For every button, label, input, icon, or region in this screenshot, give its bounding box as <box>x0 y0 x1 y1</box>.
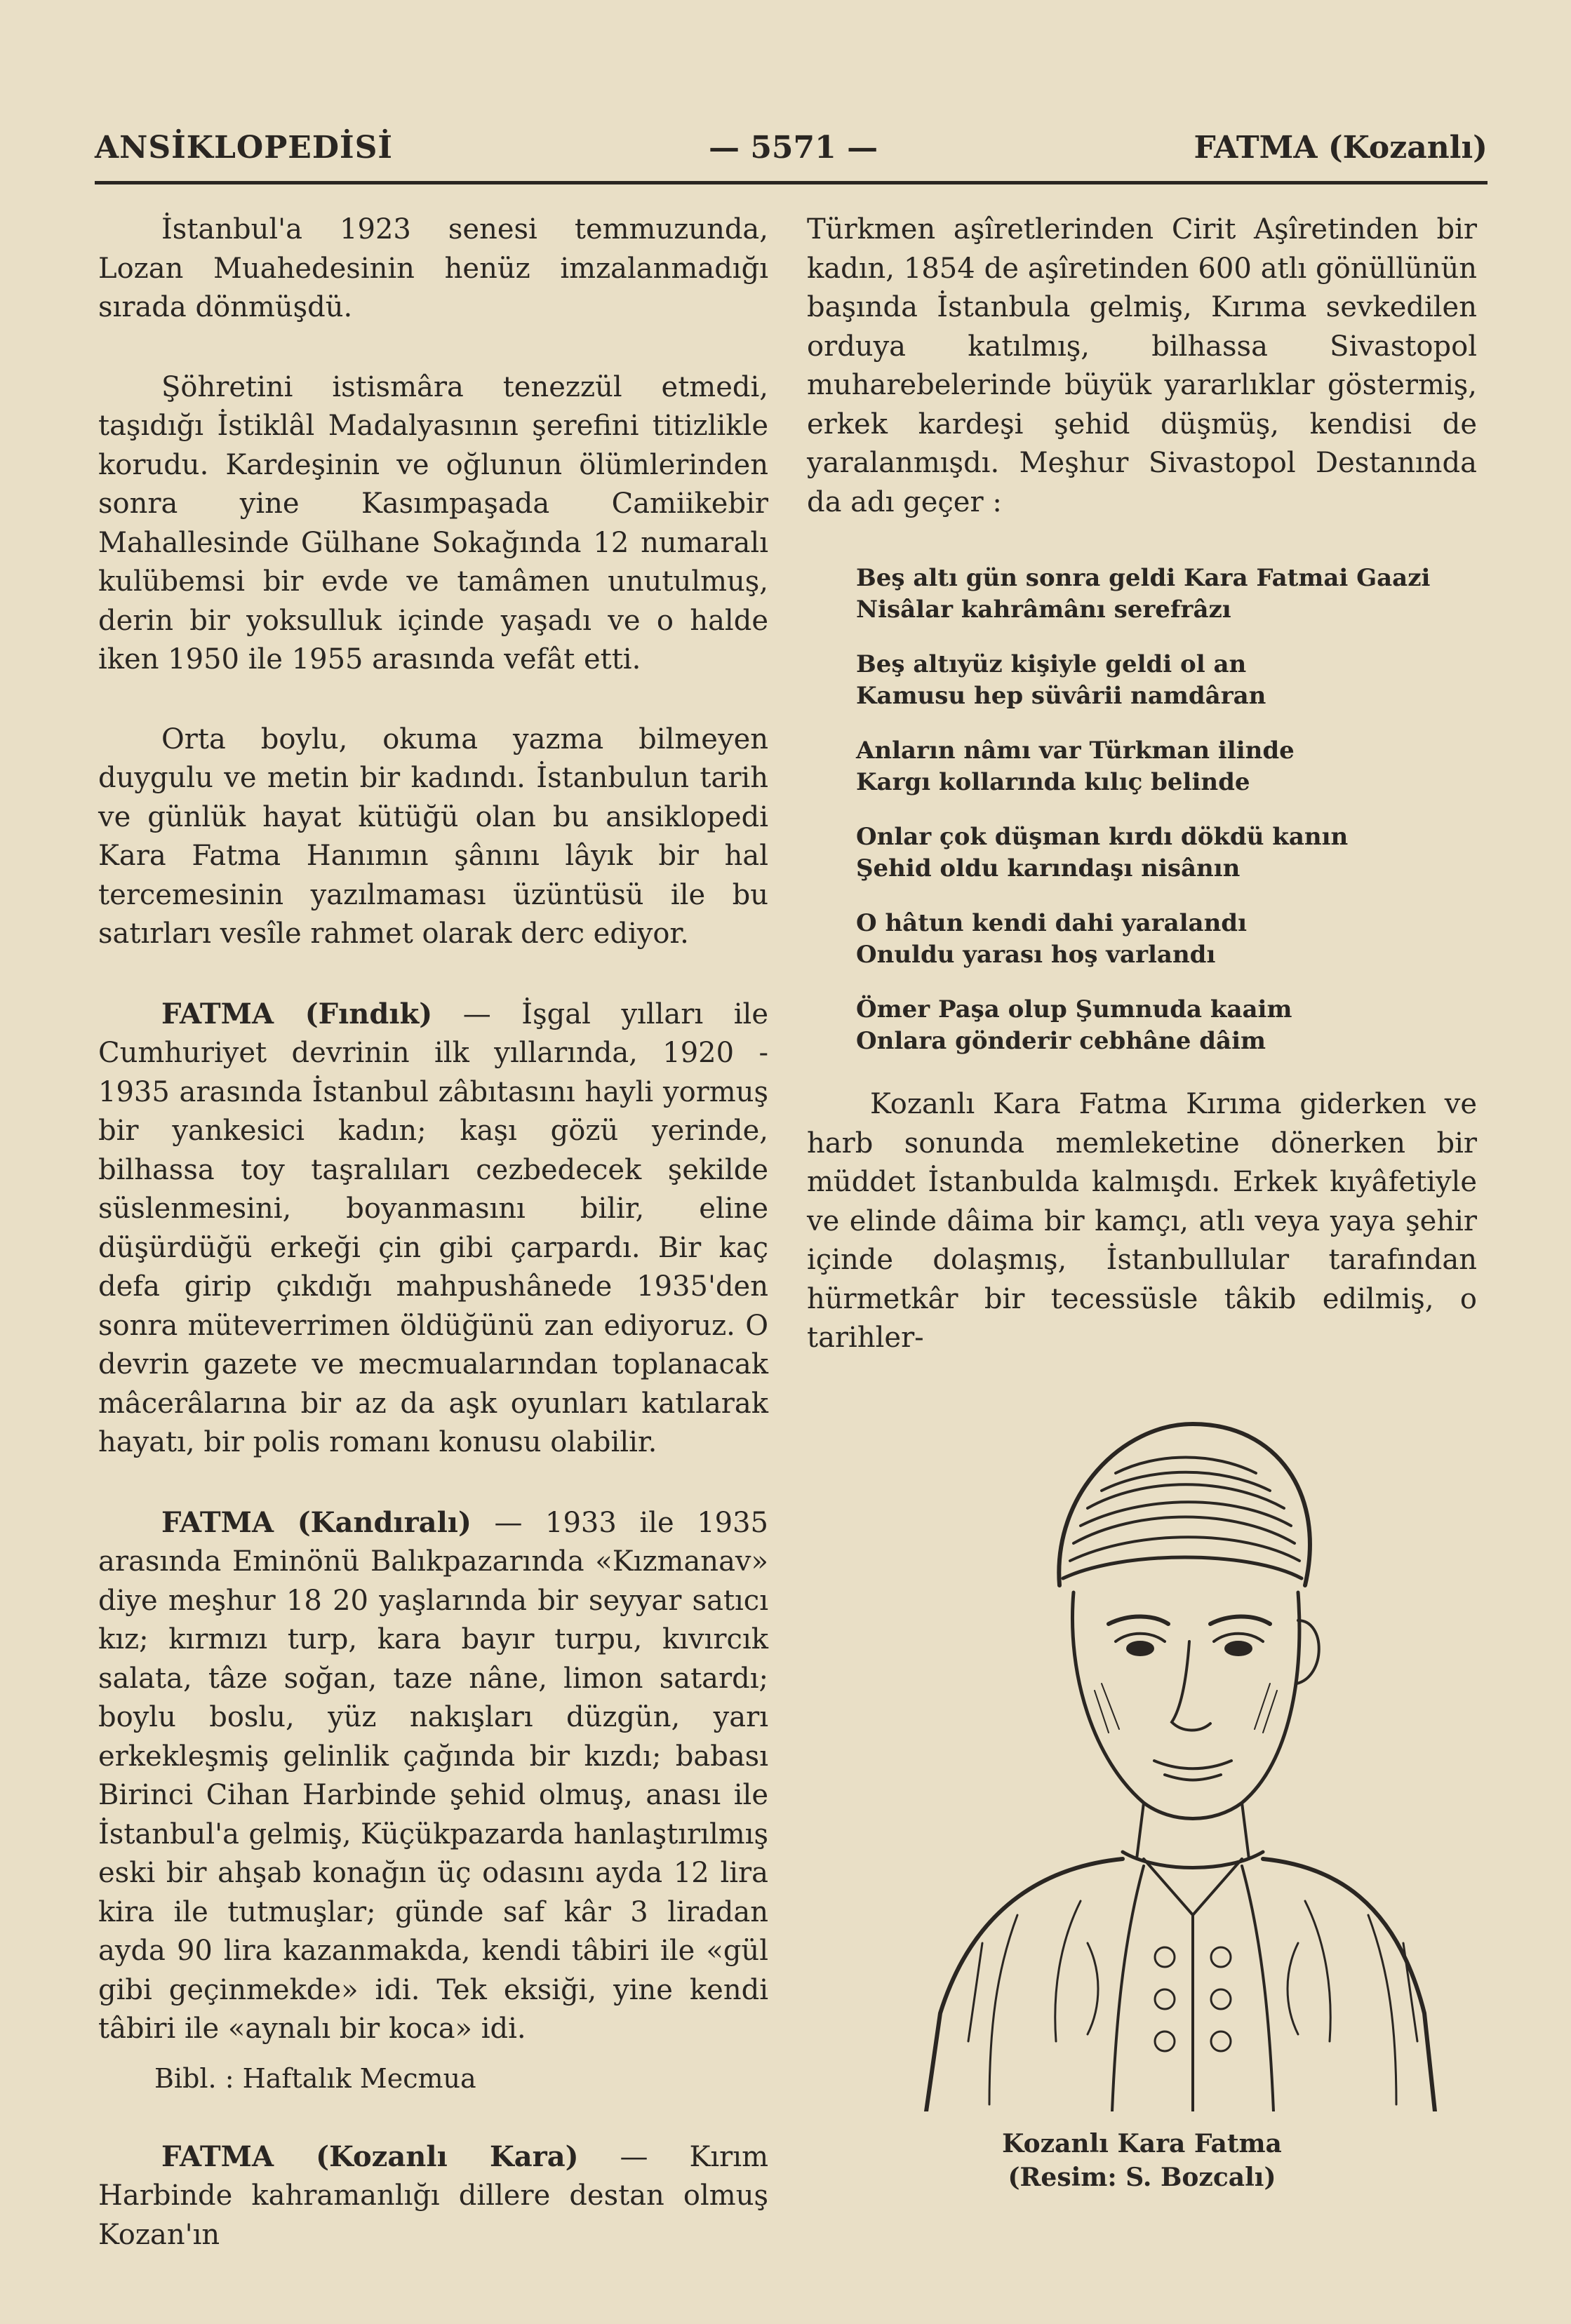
poem-line: Anların nâmı var Türkman ilinde <box>856 737 1295 765</box>
poem-line: O hâtun kendi dahi yaralandı <box>856 909 1247 937</box>
portrait-caption <box>807 2127 1477 2194</box>
sivastopol-poem <box>856 563 1477 1057</box>
poem-line: Şehid oldu karındaşı nisânın <box>856 854 1241 882</box>
poem-line: Ömer Paşa olup Şumnuda kaaim <box>856 995 1292 1023</box>
poem-line: Beş altıyüz kişiyle geldi ol an <box>856 650 1247 678</box>
poem-stanza <box>856 908 1477 971</box>
caption-credit: (Resim: S. Bozcalı) <box>1008 2163 1276 2192</box>
entry-body: — Kırım Harbinde kahramanlığı dillere destan olmuş Kozan'ın <box>98 2140 769 2251</box>
entry-heading: FATMA (Kandıralı) <box>161 1505 472 1539</box>
page-number: — 5571 — <box>709 130 878 166</box>
entry-body: — İşgal yılları ile Cumhuriyet devrinin ilk yıllarında, 1920 - 1935 arasında İstanbul zâbıtasını hayli yormuş bir yankesici kadın; kaşı gözü yerinde, bilhassa toy taşralıları cezbedecek şekilde süslenmesini, boyanmasını bilir, eline düşürdüğü erkeği çin gibi çarpardı. Bir kaç defa girip çıkdığı mahpushânede 1935'den sonra müteverrimen öldüğünü zan ediyoruz. O devrin gazete ve mecmualarından toplanacak mâcerâlarına bir az da aşk oyunları katılarak hayatı, bir polis romanı konusu olabilir. <box>98 998 769 1458</box>
right-column <box>807 210 1477 1399</box>
bibliography: Bibl. : Haftalık Mecmua <box>154 2062 476 2094</box>
entry-heading: FATMA (Kozanlı Kara) <box>161 2140 579 2173</box>
entry-fatma-kandirali <box>98 1503 768 2049</box>
header-rule <box>95 181 1488 184</box>
header-title: ANSİKLOPEDİSİ <box>95 130 393 166</box>
poem-line: Onlar çok düşman kırdı dökdü kanın <box>856 823 1349 851</box>
entry-body: — 1933 ile 1935 arasında Eminönü Balıkpazarında «Kızmanav» diye meşhur 18 20 yaşlarında bir seyyar satıcı kız; kırmızı turp, kara bayır turpu, kıvırcık salata, tâze soğan, taze nâne, limon satardı; boylu boslu, yüz nakışları düzgün, yarı erkekleşmiş gelinlik çağında bir kızdı; babası Birinci Cihan Harbinde şehid olmuş, anası ile İstanbul'a gelmiş, Küçükpazarda hanlaştırılmış eski bir ahşab konağın üç odasını ayda 12 lira kira ile tutmuşlar; günde saf kâr 3 liradan ayda 90 lira kazanmakda, kendi tâbiri ile «gül gibi geçinmekde» idi. Tek eksiği, yine kendi tâbiri ile «aynalı bir koca» idi. <box>98 1506 768 2045</box>
entry-heading: FATMA (Fındık) <box>161 997 433 1030</box>
entry-fatma-kozanli-kara <box>98 2137 768 2255</box>
paragraph: Türkmen aşîretlerinden Cirit Aşîretinden bir kadın, 1854 de aşîretinden 600 atlı gönüllünün başında İstanbula gelmiş, Kırıma sevkedilen orduya katılmış, bilhassa Sivastopol muharebelerinde büyük yararlıklar göstermiş, erkek kardeşi şehid düşmüş, kendisi de yaralanmışdı. Meşhur Sivastopol Destanında da adı geçer : <box>807 213 1477 518</box>
caption-title: Kozanlı Kara Fatma <box>1002 2129 1282 2158</box>
poem-stanza <box>856 563 1477 626</box>
poem-line: Nisâlar kahrâmânı serefrâzı <box>856 596 1231 624</box>
poem-stanza <box>856 649 1477 712</box>
header-entry: FATMA (Kozanlı) <box>1194 130 1488 166</box>
poem-line: Kargı kollarında kılıç belinde <box>856 768 1250 796</box>
paragraph: Kozanlı Kara Fatma Kırıma giderken ve harb sonunda memleketine dönerken bir müddet İstanbulda kalmışdı. Erkek kıyâfetiyle ve elinde dâima bir kamçı, atlı veya yaya şehir içinde dolaşmış, İstanbullular tarafından hürmetkâr bir tecessüsle tâkib edilmiş, o tarihler- <box>807 1088 1477 1354</box>
poem-stanza <box>856 994 1477 1057</box>
poem-line: Kamusu hep süvârii namdâran <box>856 682 1266 710</box>
poem-stanza <box>856 735 1477 798</box>
page-header <box>95 130 1488 179</box>
paragraph: Orta boylu, okuma yazma bilmeyen duygulu ve metin bir kadındı. İstanbulun tarih ve günlük hayat kütüğü olan bu ansiklopedi Kara Fatma Hanımın şânını lâyık bir hal tercemesinin yazılmaması üzüntüsü ile bu satırları vesîle rahmet olarak derc ediyor. <box>98 723 768 950</box>
poem-line: Beş altı gün sonra geldi Kara Fatmai Gaazi <box>856 564 1431 592</box>
entry-fatma-findik <box>98 995 768 1463</box>
left-column <box>98 210 768 2295</box>
paragraph: Şöhretini istismâra tenezzül etmedi, taşıdığı İstiklâl Madalyasının şerefini titizlikle korudu. Kardeşinin ve oğlunun ölümlerinden sonra yine Kasımpaşada Camiikebir Mahallesinde Gülhane Sokağında 12 numaralı kulübemsi bir evde ve tamâmen unutulmuş, derin bir yoksulluk içinde yaşadı ve o halde iken 1950 ile 1955 arasında vefât etti. <box>98 370 768 676</box>
poem-line: Onlara gönderir cebhâne dâim <box>856 1027 1266 1055</box>
portrait-illustration <box>912 1410 1445 2111</box>
poem-line: Onuldu yarası hoş varlandı <box>856 941 1216 969</box>
paragraph: İstanbul'a 1923 senesi temmuzunda, Lozan Muahedesinin henüz imzalanmadığı sırada dönmüşdü. <box>98 213 768 323</box>
poem-stanza <box>856 821 1477 885</box>
